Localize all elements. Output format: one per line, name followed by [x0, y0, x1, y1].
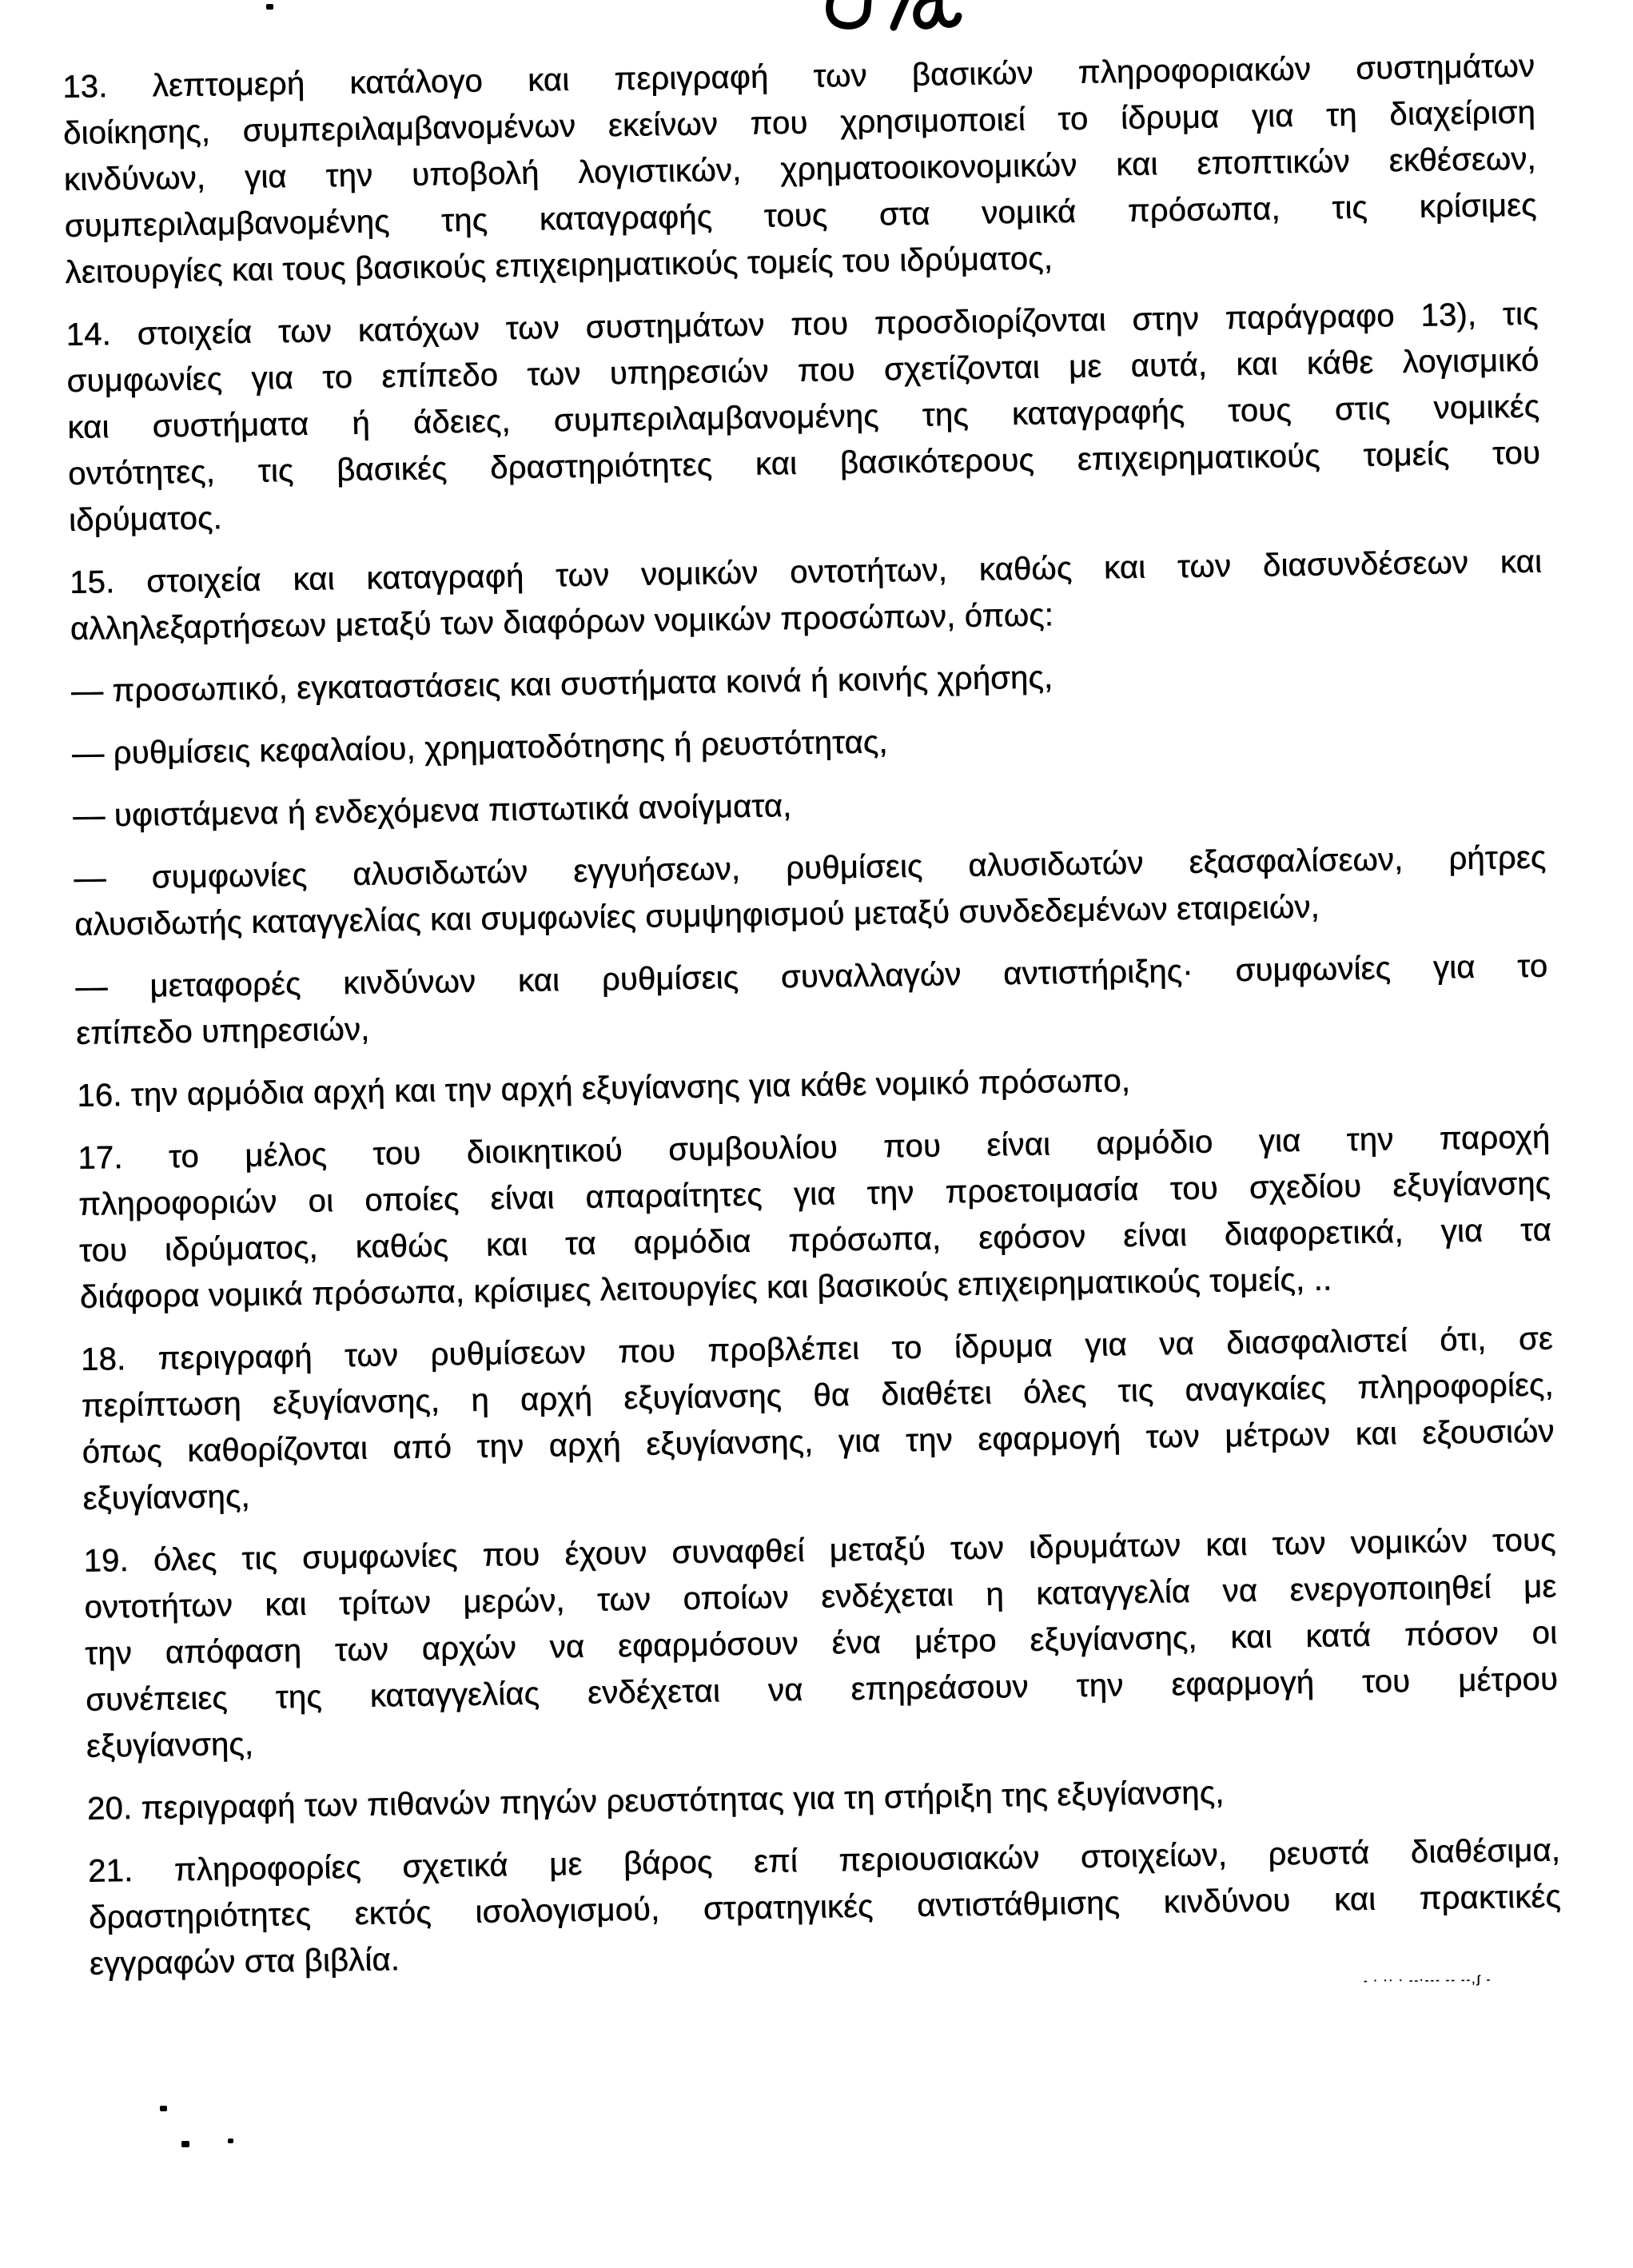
paragraph-17-line: διάφορα νομικά πρόσωπα, κρίσιμες λειτουργίες και βασικούς επιχειρηματικούς τομείς, ..	[79, 1262, 1332, 1315]
paragraph-13-line: συμπεριλαμβανομένης της καταγραφής τους στα νομικά πρόσωπα, τις κρίσιμες	[64, 187, 1538, 244]
paragraph-19-line: την απόφαση των αρχών να εφαρμόσουν ένα μέτρο εξυγίανσης, και κατά πόσον οι	[85, 1615, 1558, 1672]
paragraph-21-line: δραστηριότητες εκτός ισολογισμού, στρατηγικές αντιστάθμισης κινδύνου και πρακτικές	[88, 1879, 1562, 1935]
bullet-item-3-line: — υφιστάμενα ή ενδεχόμενα πιστωτικά ανοίγματα,	[73, 788, 792, 834]
paragraph-17-line: πληροφοριών οι οποίες είναι απαραίτητες για την προετοιμασία του σχεδίου εξυγίανσης	[78, 1166, 1551, 1222]
paragraph-14-line: 14. στοιχεία των κατόχων των συστημάτων που προσδιορίζονται στην παράγραφο 13), τις	[66, 296, 1539, 353]
paragraph-19-line: οντοτήτων και τρίτων μερών, των οποίων ενδέχεται η καταγγελία να ενεργοποιηθεί με	[84, 1568, 1557, 1625]
paragraph-19	[83, 1517, 1559, 1769]
paragraph-14-line: οντότητες, τις βασικές δραστηριότητες και βασικότερους επιχειρηματικούς τομείς του	[68, 435, 1541, 492]
paragraph-14-line: συμφωνίες για το επίπεδο των υπηρεσιών που σχετίζονται με αυτά, και κάθε λογισμικό	[66, 342, 1539, 399]
paragraph-17-line: του ιδρύματος, καθώς και τα αρμόδια πρόσωπα, εφόσον είναι διαφορετικά, για τα	[78, 1212, 1552, 1269]
paragraph-21	[88, 1827, 1562, 1987]
paragraph-16-line: 16. την αρμόδια αρχή και την αρχή εξυγίανσης για κάθε νομικό πρόσωπο,	[77, 1063, 1131, 1114]
paragraph-17-line: 17. το μέλος του διοικητικού συμβουλίου που είναι αρμόδιο για την παροχή	[78, 1119, 1551, 1176]
bullet-item-5-line: επίπεδο υπηρεσιών,	[76, 1011, 370, 1051]
paragraph-18-line: περίπτωση εξυγίανσης, η αρχή εξυγίανσης θα διαθέτει όλες τις αναγκαίες πληροφορίες,	[81, 1367, 1555, 1424]
paragraph-19-line: εξυγίανσης,	[86, 1726, 254, 1764]
paragraph-18-line: 18. περιγραφή των ρυθμίσεων που προβλέπει το ίδρυμα για να διασφαλιστεί ότι, σε	[80, 1321, 1554, 1377]
paragraph-13-line: 13. λεπτομερή κατάλογο και περιγραφή των βασικών πληροφοριακών συστημάτων	[62, 48, 1535, 105]
handwritten-stroke-1	[830, 0, 868, 26]
bullet-item-4	[74, 835, 1547, 948]
document-text	[62, 43, 1563, 2003]
paragraph-19-line: 19. όλες τις συμφωνίες που έχουν συναφθεί μεταξύ των ιδρυμάτων και των νομικών τους	[83, 1522, 1556, 1579]
bullet-item-2-line: — ρυθμίσεις κεφαλαίου, χρηματοδότησης ή ρευστότητας,	[72, 724, 889, 771]
ink-speck	[266, 4, 273, 10]
bullet-item-5-line: — μεταφορές κινδύνων και ρυθμίσεις συναλλαγών αντιστήριξης· συμφωνίες για το	[75, 948, 1548, 1005]
bullet-item-2	[72, 710, 1545, 777]
paragraph-20	[87, 1764, 1560, 1832]
paragraph-16	[77, 1052, 1550, 1119]
paragraph-13	[62, 43, 1538, 296]
bullet-item-1	[71, 648, 1544, 715]
bullet-item-1-line: — προσωπικό, εγκαταστάσεις και συστήματα κοινά ή κοινής χρήσης,	[70, 660, 1053, 709]
paragraph-14-line: και συστήματα ή άδειες, συμπεριλαμβανομένης της καταγραφής τους στις νομικές	[67, 389, 1540, 445]
bullet-item-4-line: — συμφωνίες αλυσιδωτών εγγυήσεων, ρυθμίσεις αλυσιδωτών εξασφαλίσεων, ρήτρες	[74, 839, 1547, 896]
handwritten-mark-strokes	[823, 0, 967, 35]
paragraph-13-line: διοίκησης, συμπεριλαμβανομένων εκείνων που χρησιμοποιεί το ίδρυμα για τη διαχείριση	[62, 94, 1536, 151]
paragraph-18	[81, 1315, 1555, 1521]
ink-speck	[181, 2141, 189, 2147]
bullet-item-4-line: αλυσιδωτής καταγγελίας και συμφωνίες συμψηφισμού μεταξύ συνδεδεμένων εταιρειών,	[74, 889, 1320, 943]
paragraph-15-line: αλληλεξαρτήσεων μεταξύ των διαφόρων νομικών προσώπων, όπως:	[70, 597, 1054, 647]
ink-speck	[160, 2106, 167, 2111]
paragraph-18-line: εξυγίανσης,	[82, 1478, 251, 1517]
paragraph-18-line: όπως καθορίζονται από την αρχή εξυγίανσης, για την εφαρμογή των μέτρων και εξουσιών	[82, 1413, 1555, 1470]
paragraph-15	[70, 539, 1543, 652]
smudge-marks: - · ·· · --·--- -- --,ʃ -	[1363, 1972, 1492, 1987]
paragraph-21-line: 21. πληροφορίες σχετικά με βάρος επί περιουσιακών στοιχείων, ρευστά διαθέσιμα,	[88, 1832, 1561, 1889]
paragraph-14-line: ιδρύματος.	[68, 500, 223, 538]
paragraph-13-line: κινδύνων, για την υποβολή λογιστικών, χρηματοοικονομικών και εποπτικών εκθέσεων,	[63, 141, 1537, 197]
paragraph-21-line: εγγραφών στα βιβλία.	[89, 1942, 400, 1982]
paragraph-13-line: λειτουργίες και τους βασικούς επιχειρηματικούς τομείς του ιδρύματος,	[65, 241, 1053, 290]
handwritten-stroke-2	[894, 0, 907, 27]
handwritten-stroke-3	[917, 0, 958, 26]
ink-speck	[228, 2138, 233, 2143]
paragraph-15-line: 15. στοιχεία και καταγραφή των νομικών οντοτήτων, καθώς και των διασυνδέσεων και	[69, 544, 1543, 600]
paragraph-17	[78, 1114, 1552, 1321]
bullet-item-5	[75, 943, 1548, 1057]
paragraph-19-line: συνέπειες της καταγγελίας ενδέχεται να επηρεάσουν την εφαρμογή του μέτρου	[85, 1661, 1559, 1718]
paragraph-14	[66, 291, 1541, 544]
paragraph-20-line: 20. περιγραφή των πιθανών πηγών ρευστότητας για τη στήριξη της εξυγίανσης,	[86, 1775, 1225, 1827]
bullet-item-3	[73, 772, 1546, 839]
handwritten-mark	[823, 0, 967, 35]
